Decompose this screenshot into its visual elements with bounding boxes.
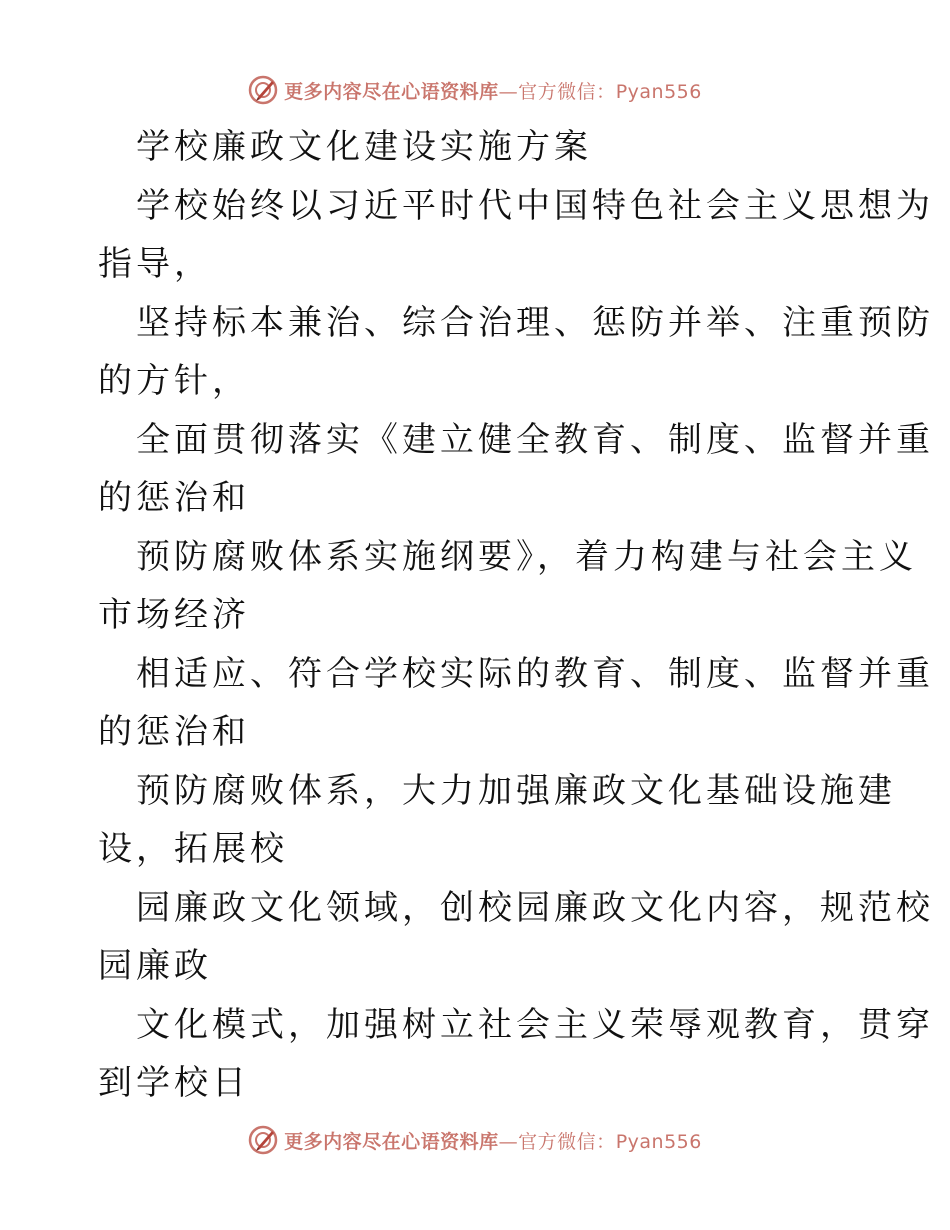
text-line: 市场经济 bbox=[98, 595, 250, 635]
text-line: 园廉政 bbox=[98, 946, 212, 986]
watermark-brand: 更多内容尽在心语资料库 bbox=[284, 80, 499, 103]
pen-logo-icon bbox=[248, 1125, 278, 1155]
watermark-brand: 更多内容尽在心语资料库 bbox=[284, 1130, 499, 1153]
watermark-wechat-id: Pyan556 bbox=[615, 1130, 702, 1153]
watermark-wechat-label: 官方微信： bbox=[518, 80, 616, 103]
text-line: 预防腐败体系，大力加强廉政文化基础设施建 bbox=[136, 770, 896, 811]
text-line: 的方针， bbox=[98, 361, 250, 401]
watermark-text bbox=[284, 77, 702, 104]
text-line: 学校始终以习近平时代中国特色社会主义思想为 bbox=[136, 185, 934, 226]
text-line: 的惩治和 bbox=[98, 478, 250, 518]
text-line: 坚持标本兼治、综合治理、惩防并举、注重预防 bbox=[136, 302, 934, 343]
text-line: 全面贯彻落实《建立健全教育、制度、监督并重 bbox=[136, 419, 934, 460]
watermark-text bbox=[284, 1127, 702, 1154]
text-line: 到学校日 bbox=[98, 1063, 250, 1103]
document-title: 学校廉政文化建设实施方案 bbox=[136, 127, 592, 167]
watermark-dash: — bbox=[498, 80, 519, 103]
header-watermark bbox=[0, 70, 950, 110]
pen-logo-icon bbox=[248, 75, 278, 105]
text-line: 预防腐败体系实施纲要》，着力构建与社会主义 bbox=[136, 536, 917, 577]
text-line: 园廉政文化领域，创校园廉政文化内容，规范校 bbox=[136, 887, 934, 928]
text-line: 设，拓展校 bbox=[98, 829, 288, 869]
text-line: 文化模式，加强树立社会主义荣辱观教育，贯穿 bbox=[136, 1004, 934, 1045]
footer-watermark bbox=[0, 1120, 950, 1160]
document-body bbox=[98, 118, 934, 1113]
watermark-wechat-label: 官方微信： bbox=[518, 1130, 616, 1153]
text-line: 的惩治和 bbox=[98, 712, 250, 752]
watermark-dash: — bbox=[498, 1130, 519, 1153]
text-line: 指导， bbox=[98, 244, 212, 284]
text-line: 相适应、符合学校实际的教育、制度、监督并重 bbox=[136, 653, 934, 694]
watermark-wechat-id: Pyan556 bbox=[615, 80, 702, 103]
